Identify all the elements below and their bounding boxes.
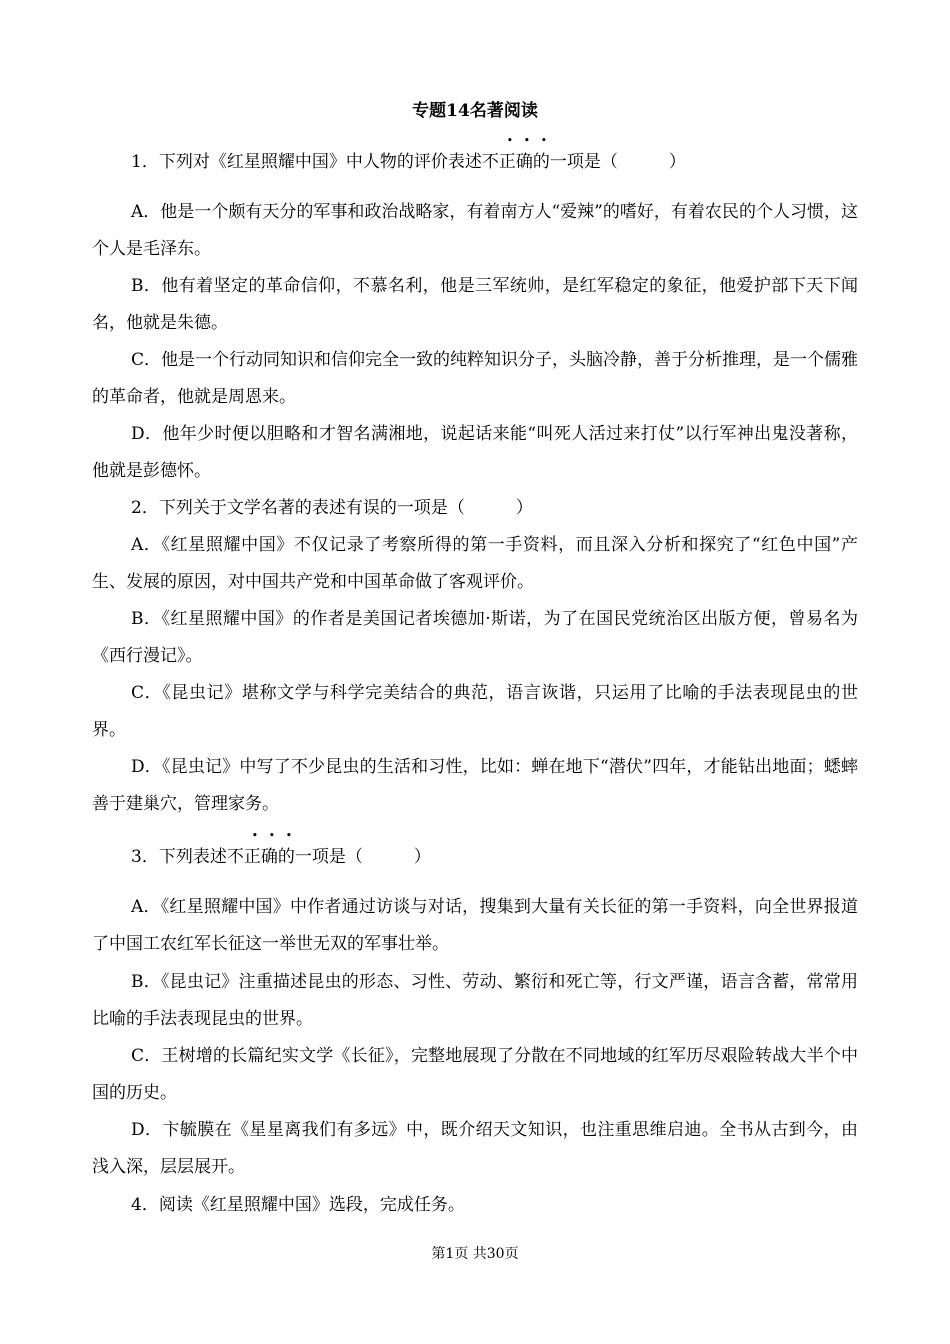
question-2-stem: 2．下列关于文学名著的表述有误的一项是（ ） [131,498,533,518]
question-1-option-c: C．他是一个行动同知识和信仰完全一致的纯粹知识分子，头脑冷静，善于分析推理，是一个儒雅的革命者，他就是周恩来。 [92,350,859,407]
question-3-option-a: A．《红星照耀中国》中作者通过访谈与对话，搜集到大量有关长征的第一手资料，向全世界报道了中国工农红军长征这一举世无双的军事壮举。 [92,897,858,954]
emphasis-mark-text [482,152,533,172]
page-footer: 第1页 共30页 [431,1246,519,1262]
question-1-option-b: B．他有着坚定的革命信仰，不慕名利，他是三军统帅，是红军稳定的象征，他爱护部下天下闻名，他就是朱德。 [92,276,858,333]
question-2-option-a: A．《红星照耀中国》不仅记录了考察所得的第一手资料，而且深入分析和探究了“红色中国”产生、发展的原因，对中国共产党和中国革命做了客观评价。 [92,535,858,592]
question-1-option-a: A．他是一个颇有天分的军事和政治战略家，有着南方人“爱辣”的嗜好，有着农民的个人习惯，这个人是毛泽东。 [92,202,858,259]
question-3-stem: 3．下列表述不正确的一项是（ ） [131,847,431,867]
emphasis-char: 不 [226,847,244,867]
question-3-option-c: C．王树增的长篇纪实文学《长征》，完整地展现了分散在不同地域的红军历尽艰险转战大半个中国的历史。 [92,1046,858,1103]
question-3-option-d: D．卞毓膜在《星星离我们有多远》中，既介绍天文知识，也注重思维启迪。全书从古到今，由浅入深，层层展开。 [92,1120,858,1177]
emphasis-mark-text [227,847,278,867]
emphasis-char: 正 [498,152,516,172]
emphasis-char: 确 [515,152,533,172]
question-1-option-d: D．他年少时便以胆略和才智名满湘地，说起话来能“叫死人活过来打仗”以行军神出鬼没著称，他就是彭德怀。 [92,424,858,481]
question-2-option-d: D．《昆虫记》中写了不少昆虫的生活和习性，比如：蝉在地下“潜伏”四年，才能钻出地面；蟋蟀善于建巢穴，管理家务。 [92,757,858,814]
question-4-stem: 4．阅读《红星照耀中国》选段，完成任务。 [131,1195,465,1215]
question-2-option-b: B．《红星照耀中国》的作者是美国记者埃德加·斯诺，为了在国民党统治区出版方便，曾易名为《西行漫记》。 [92,609,858,666]
question-3-option-b: B．《昆虫记》注重描述昆虫的形态、习性、劳动、繁衍和死亡等，行文严谨，语言含蓄，常常用比喻的手法表现昆虫的世界。 [92,972,858,1029]
question-2-option-c: C．《昆虫记》堪称文学与科学完美结合的典范，语言诙谐，只运用了比喻的手法表现昆虫的世界。 [92,683,858,740]
page-title: 专题14名著阅读 [412,101,538,121]
emphasis-char: 确 [260,847,278,867]
question-1-stem: 1．下列对《红星照耀中国》中人物的评价表述不正确的一项是（ ） [131,152,686,172]
emphasis-char: 不 [481,152,499,172]
emphasis-char: 正 [243,847,261,867]
